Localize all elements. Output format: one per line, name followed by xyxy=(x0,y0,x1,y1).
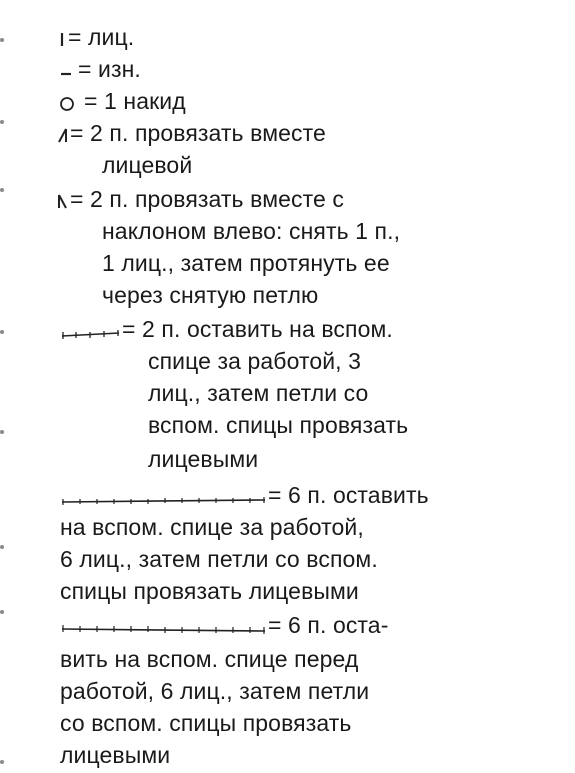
legend-text: = 2 п. оставить на вспом. xyxy=(122,316,393,342)
legend-entry-purl xyxy=(58,53,141,85)
legend-text: через снятую петлю xyxy=(102,282,319,308)
legend-text: лиц., затем петли со xyxy=(148,380,369,406)
legend-entry-k2tog xyxy=(56,117,326,149)
legend-text: = 6 п. оста- xyxy=(268,612,389,638)
legend-entry-knit xyxy=(56,21,134,53)
legend-text: вить на вспом. спице перед xyxy=(60,646,359,672)
legend-text: на вспом. спице за работой, xyxy=(60,514,364,540)
legend-text: со вспом. спицы провязать xyxy=(60,710,352,736)
knit-two-together-icon xyxy=(56,125,70,145)
slip-slip-knit-icon xyxy=(56,191,70,211)
legend-entry-ssk xyxy=(56,183,344,215)
legend-text: = 6 п. оставить xyxy=(268,482,429,508)
yarn-over-circle-icon xyxy=(56,93,84,113)
legend-text: спицы провязать лицевыми xyxy=(60,578,359,604)
legend-text: = лиц. xyxy=(68,24,135,50)
legend-text: спице за работой, 3 xyxy=(148,348,362,374)
legend-text: работой, 6 лиц., затем петли xyxy=(60,678,370,704)
legend-text: = 2 п. провязать вместе xyxy=(70,120,326,146)
legend-text: = изн. xyxy=(78,56,141,82)
legend-text: лицевыми xyxy=(60,742,171,768)
cable-five-stitch-icon xyxy=(60,321,122,341)
knit-stitch-icon xyxy=(56,29,68,49)
cable-twelve-stitch-front-icon xyxy=(60,617,268,637)
legend-entry-cable-6-front xyxy=(60,609,388,641)
legend-entry-cable-6-back xyxy=(60,479,429,511)
legend-text: 6 лиц., затем петли со вспом. xyxy=(60,546,378,572)
legend-entry-cable-2-3 xyxy=(60,313,393,345)
legend-text: 1 лиц., затем протянуть ее xyxy=(102,250,390,276)
legend-entry-yarn-over xyxy=(56,85,186,117)
purl-stitch-icon xyxy=(58,61,78,81)
legend-text: = 2 п. провязать вместе с xyxy=(70,186,344,212)
legend-text: наклоном влево: снять 1 п., xyxy=(102,218,401,244)
legend-text: вспом. спицы провязать xyxy=(148,412,409,438)
legend-text: = 1 накид xyxy=(84,88,186,114)
legend-text: лицевой xyxy=(102,152,193,178)
cable-twelve-stitch-back-icon xyxy=(60,487,268,507)
legend-text: лицевыми xyxy=(148,446,259,472)
